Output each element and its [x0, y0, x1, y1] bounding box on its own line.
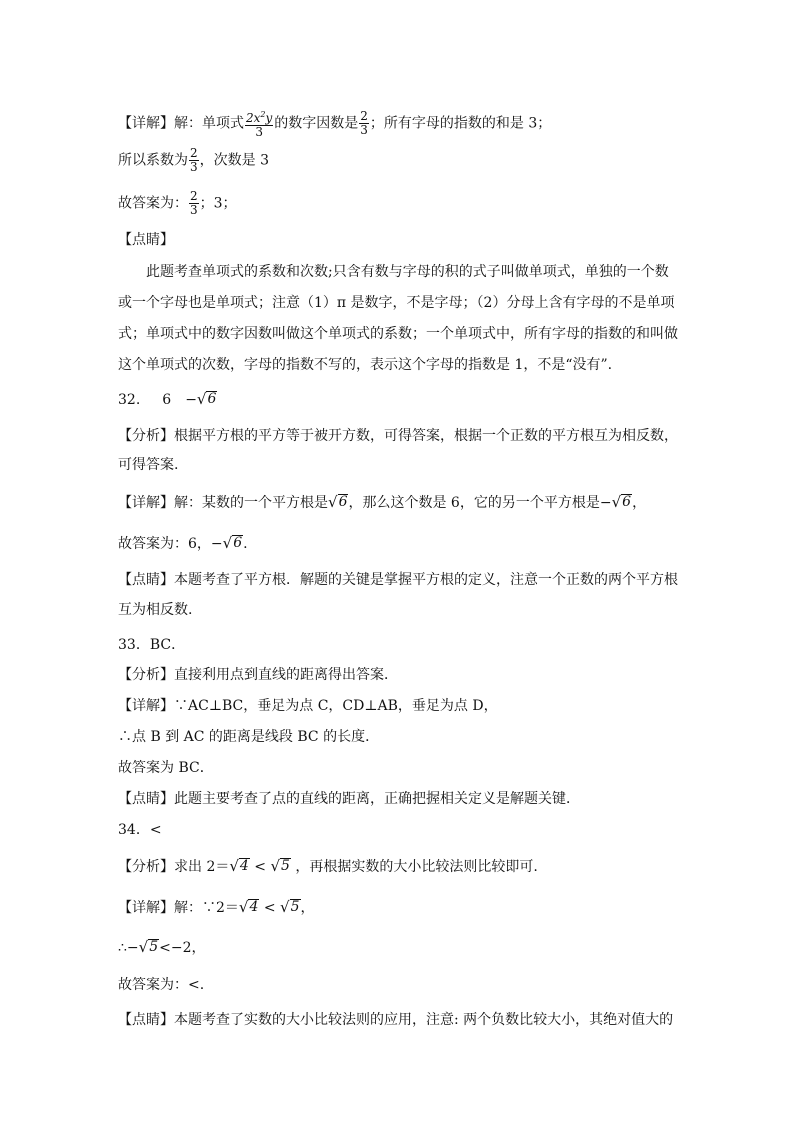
- coefficient-line: 所以系数为 $\frac{2}{3}$ ，次数是 3: [118, 146, 269, 174]
- sqrt-5: √ 5: [280, 898, 300, 916]
- sqrt-4: √ 4: [238, 898, 259, 916]
- comment-line: 这个单项式的次数，字母的指数不写的，表示这个字母的指数是 1，不是“没有”.: [118, 357, 613, 373]
- coefficient-fraction: $\frac{2}{3}$: [360, 109, 368, 137]
- sqrt-6: √ 6: [196, 390, 217, 408]
- analysis-34: 【分析】求出 2＝ √ 4 < √ 5 ，再根据实数的大小比较法则比较即可.: [118, 857, 538, 875]
- detail-32: 【详解】解：某数的一个平方根是 √ 6 ，那么这个数是 6，它的另一个平方根是− √ 6 ，: [118, 493, 647, 511]
- sqrt-5: √ 5: [138, 938, 159, 956]
- answer-34: 故答案为：<.: [118, 977, 205, 993]
- sqrt-6: √ 6: [222, 534, 243, 552]
- question-33-title: 33．BC．: [118, 637, 186, 653]
- comment-32: 【点睛】本题考查了平方根．解题的关键是掌握平方根的定义，注意一个正数的两个平方根: [118, 572, 678, 588]
- comment-line: 此题考查单项式的系数和次数;只含有数与字母的积的式子叫做单项式，单独的一个数: [146, 264, 669, 280]
- answer-fraction: $\frac{2}{3}$: [190, 189, 198, 217]
- question-32-title: 32. 6 − √ 6: [118, 390, 217, 408]
- detail-34: 【详解】解：∵2＝ √ 4 < √ 5 ，: [118, 898, 315, 916]
- sqrt-6: √ 6: [611, 493, 632, 511]
- sqrt-6: √ 6: [328, 493, 348, 511]
- question-34-title: 34．<: [118, 822, 162, 838]
- comment-heading: 【点睛】: [118, 232, 174, 248]
- answer-33: 故答案为 BC．: [118, 760, 214, 776]
- comment-32-cont: 互为相反数.: [118, 602, 193, 618]
- comment-line: 或一个字母也是单项式；注意（1）π 是数字，不是字母；（2）分母上含有字母的不是单项: [118, 295, 675, 311]
- analysis-32-cont: 可得答案.: [118, 457, 179, 473]
- sqrt-5: √ 5: [270, 857, 290, 875]
- coefficient-fraction: $\frac{2}{3}$: [190, 146, 198, 174]
- sqrt-4: √ 4: [229, 857, 249, 875]
- detail-line-monomial: 【详解】解：单项式 $\frac{2x^2y}{3}$ 的数字因数是 $\frac{2}{3}$ ；所有字母的指数的和是 3；: [118, 109, 552, 139]
- monomial-fraction: $\frac{2x^2y}{3}$: [246, 110, 273, 139]
- detail-text: 【详解】解：单项式: [118, 115, 244, 132]
- therefore-33: ∴点 B 到 AC 的距离是线段 BC 的长度．: [118, 729, 380, 745]
- answer-line-31: 故答案为： $\frac{2}{3}$ ；3；: [118, 189, 237, 217]
- comment-line: 式；单项式中的数字因数叫做这个单项式的系数；一个单项式中，所有字母的指数的和叫做: [118, 326, 678, 342]
- comment-33: 【点睛】此题主要考查了点的直线的距离，正确把握相关定义是解题关键．: [118, 791, 580, 807]
- answer-32: 故答案为：6，− √ 6 .: [118, 534, 248, 552]
- detail-33: 【详解】∵AC⊥BC，垂足为点 C，CD⊥AB，垂足为点 D，: [118, 698, 498, 714]
- therefore-34: ∴− √ 5 <−2，: [118, 938, 206, 956]
- comment-34: 【点睛】本题考查了实数的大小比较法则的应用，注意: 两个负数比较大小，其绝对值大的: [118, 1012, 674, 1028]
- analysis-32: 【分析】根据平方根的平方等于被开方数，可得答案，根据一个正数的平方根互为相反数，: [118, 428, 678, 444]
- analysis-33: 【分析】直接利用点到直线的距离得出答案．: [118, 667, 398, 683]
